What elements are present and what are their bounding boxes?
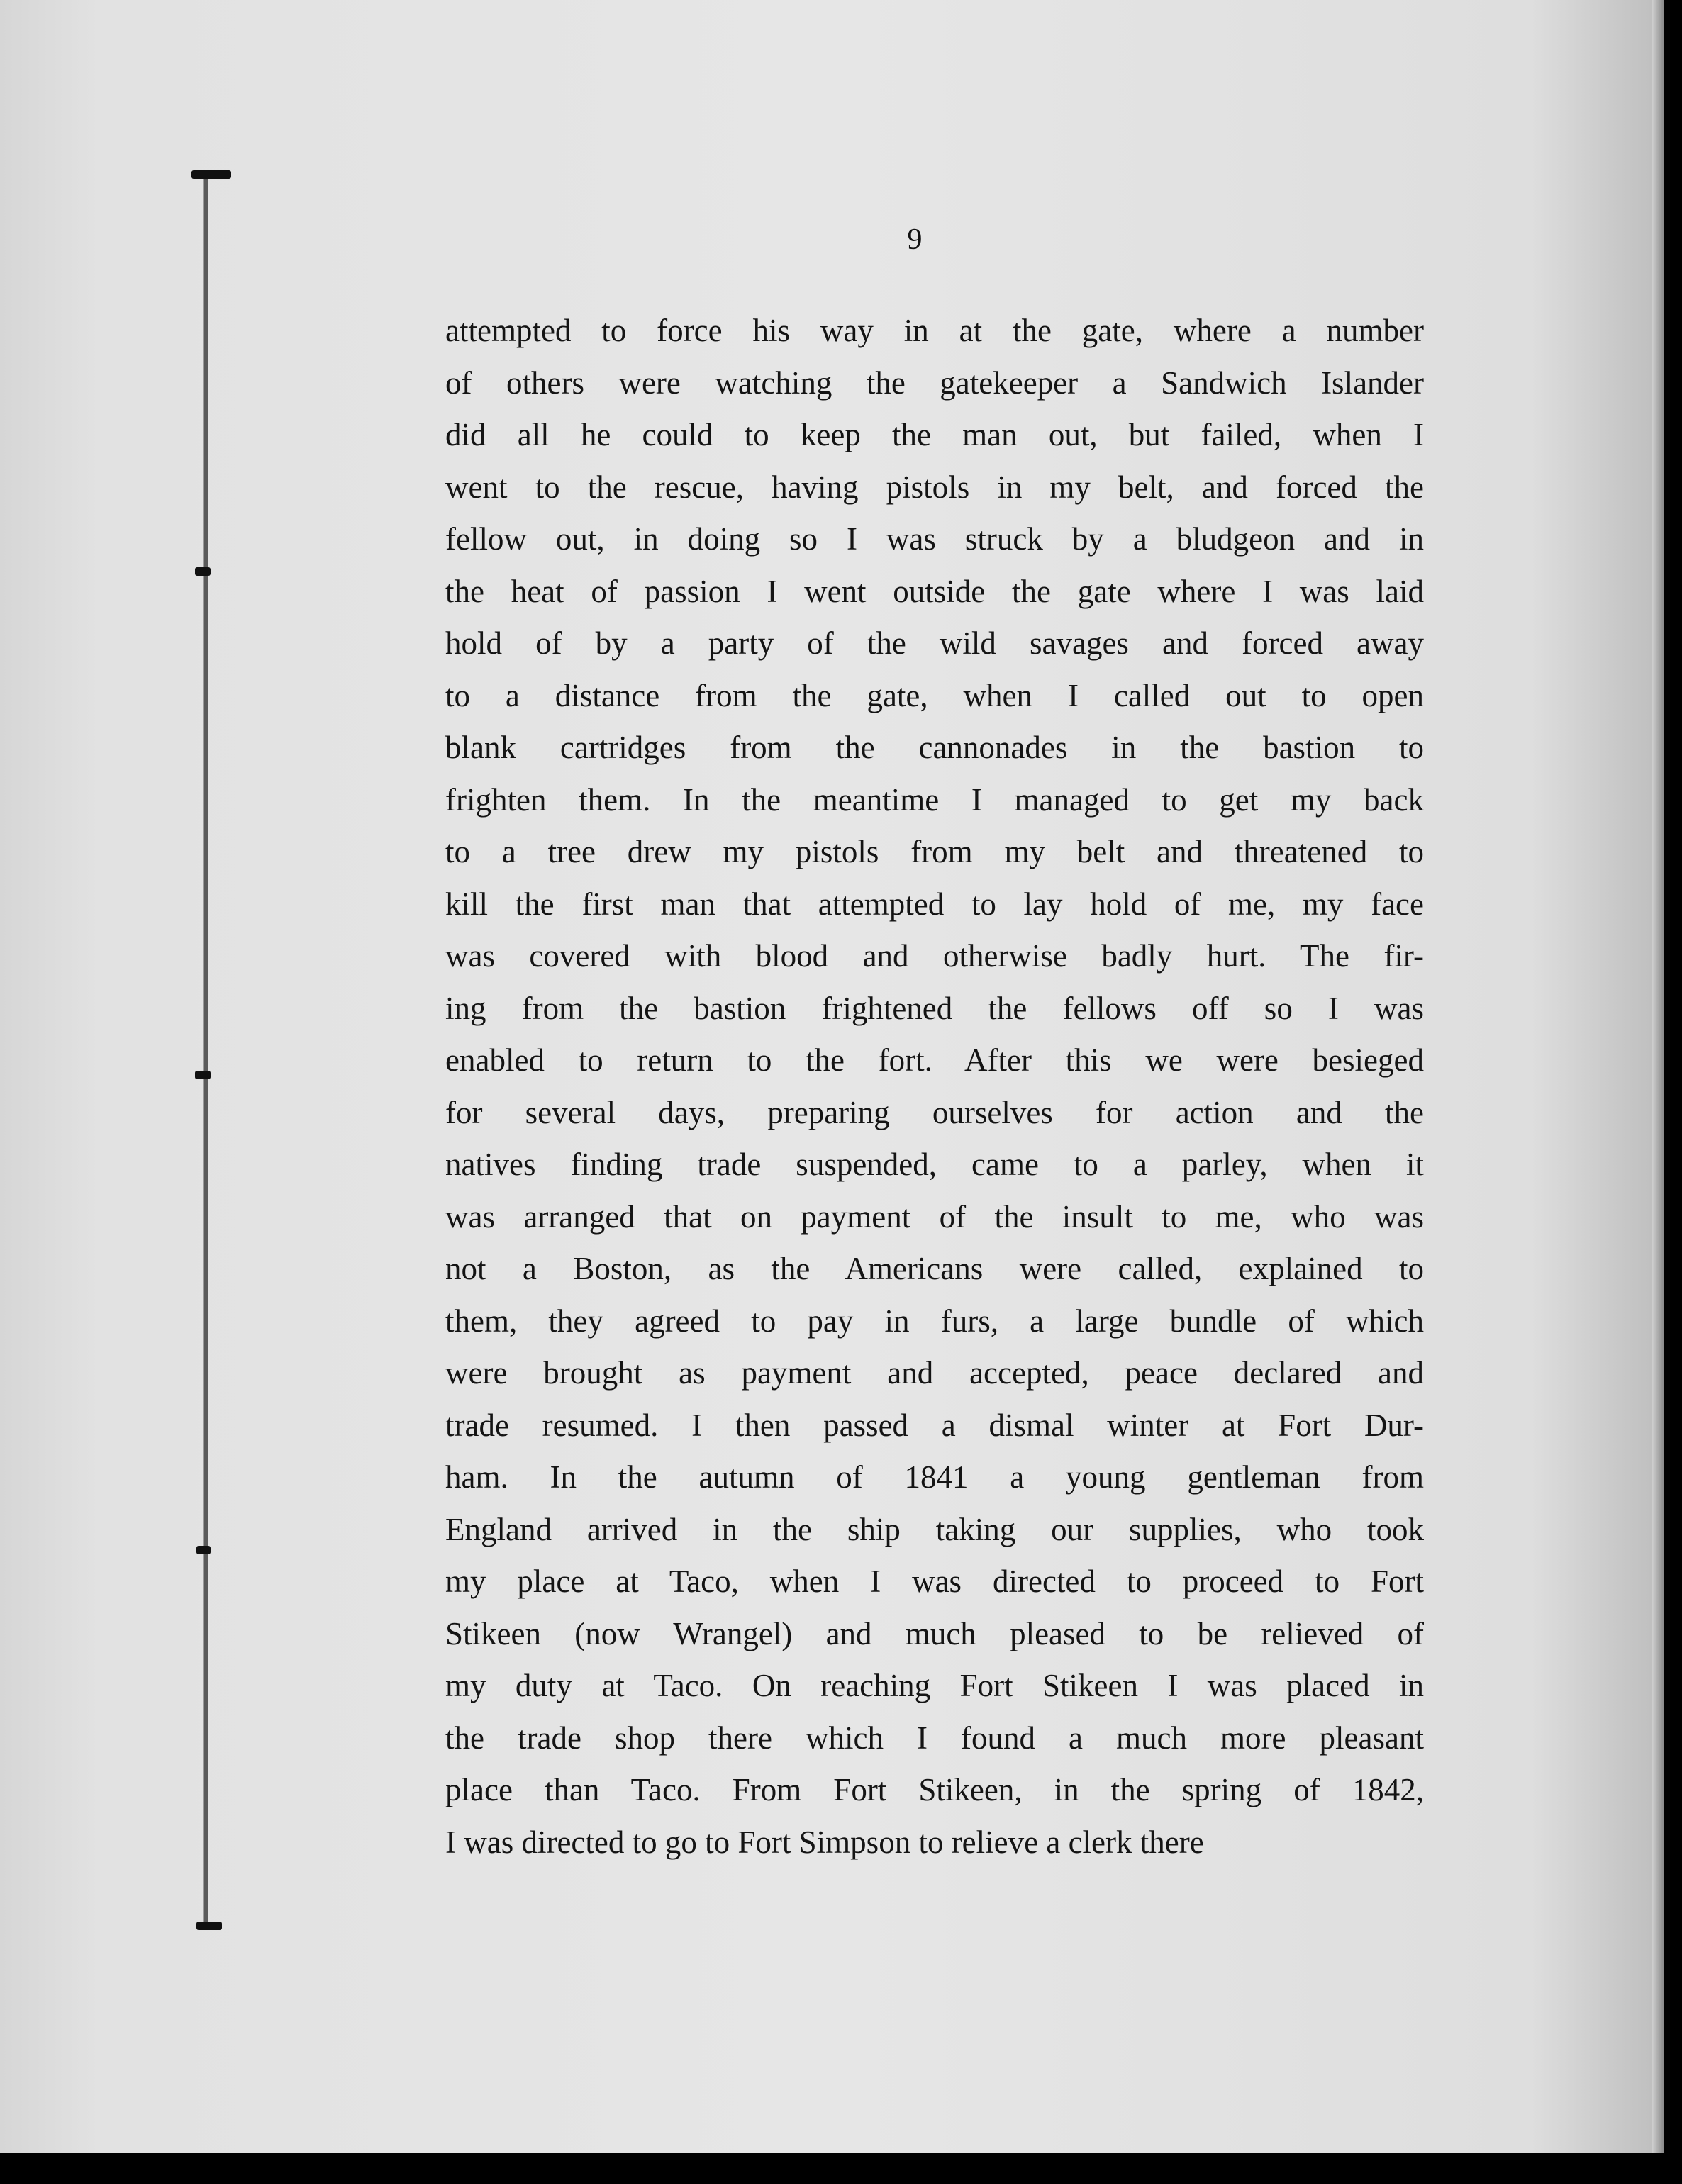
text-line: was covered with blood and otherwise badly hurt. The fir- [445,938,1424,974]
text-line: for several days, preparing ourselves for action and the [445,1094,1424,1130]
text-line: trade resumed. I then passed a dismal winter at Fort Dur- [445,1407,1424,1443]
text-line: fellow out, in doing so I was struck by a bludgeon and in [445,521,1424,557]
text-line: my duty at Taco. On reaching Fort Stikeen I was placed in [445,1668,1424,1703]
text-line: natives finding trade suspended, came to a parley, when it [445,1147,1424,1182]
text-line: went to the rescue, having pistols in my belt, and forced the [445,469,1424,505]
text-line: hold of by a party of the wild savages and forced away [445,625,1424,661]
text-line: them, they agreed to pay in furs, a large bundle of which [445,1303,1424,1339]
binding-thread [203,177,208,1929]
text-line: I was directed to go to Fort Simpson to relieve a clerk there [445,1824,1204,1860]
text-line: not a Boston, as the Americans were called, explained to [445,1251,1424,1286]
text-line: of others were watching the gatekeeper a Sandwich Islander [445,364,1424,401]
text-line: to a distance from the gate, when I called out to open [445,677,1424,713]
text-line: were brought as payment and accepted, peace declared and [445,1355,1424,1391]
text-line: my place at Taco, when I was directed to proceed to Fort [445,1564,1424,1599]
binding-stitch [196,1922,222,1930]
binding-stitch [195,1071,211,1079]
text-line: Stikeen (now Wrangel) and much pleased to be relieved of [445,1615,1424,1651]
text-line: blank cartridges from the cannonades in the bastion to [445,730,1424,765]
body-text [445,305,1424,1868]
binding-stitch [196,1546,211,1554]
text-line: was arranged that on payment of the insult to me, who was [445,1198,1424,1235]
binding-stitch [195,567,211,576]
text-line: England arrived in the ship taking our supplies, who took [445,1511,1424,1547]
text-line: place than Taco. From Fort Stikeen, in the spring of 1842, [445,1772,1424,1807]
text-line: frighten them. In the meantime I managed to get my back [445,781,1424,818]
binding-stitch [191,170,231,179]
text-line: ing from the bastion frightened the fellows off so I was [445,990,1424,1026]
text-line: to a tree drew my pistols from my belt and threatened to [445,834,1424,869]
page-number: 9 [907,223,923,256]
text-line: did all he could to keep the man out, but failed, when I [445,417,1424,452]
text-line: attempted to force his way in at the gate, where a number [445,313,1424,348]
text-line: the trade shop there which I found a much more pleasant [445,1720,1424,1756]
text-line: kill the first man that attempted to lay hold of me, my face [445,886,1424,922]
text-line: the heat of passion I went outside the gate where I was laid [445,573,1424,609]
page-edge-shadow [1652,0,1664,2153]
text-line: ham. In the autumn of 1841 a young gentleman from [445,1459,1424,1495]
text-line: enabled to return to the fort. After this we were besieged [445,1042,1424,1078]
